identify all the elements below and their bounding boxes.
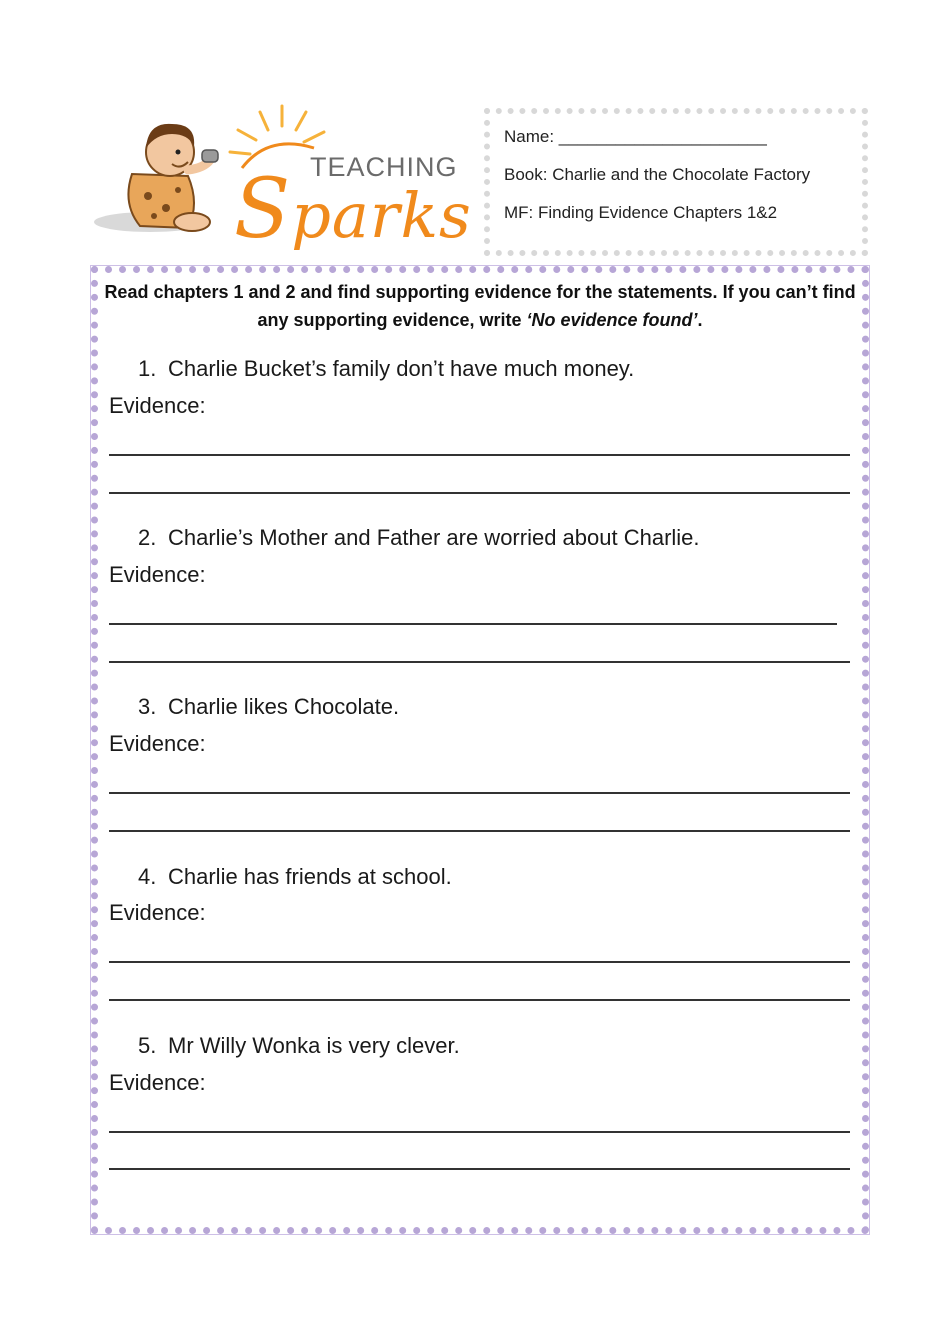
question-number: 1. (138, 356, 157, 381)
mf-title: MF: Finding Evidence Chapters 1&2 (504, 203, 778, 222)
answer-line-5a[interactable] (109, 1131, 850, 1133)
answer-line-4a[interactable] (109, 961, 850, 963)
evidence-label-2: Evidence: (109, 562, 206, 587)
question-text: Charlie likes Chocolate. (168, 694, 400, 719)
answer-line-1b[interactable] (109, 492, 850, 494)
question-1 (138, 356, 634, 382)
question-5 (138, 1033, 460, 1059)
question-text: Mr Willy Wonka is very clever. (168, 1033, 460, 1058)
question-2 (138, 525, 700, 551)
instructions-end: . (697, 310, 703, 330)
logo-sparks-rest: parks (291, 179, 472, 252)
instructions-emphasis: ‘No evidence found’ (526, 310, 698, 330)
logo-teaching-text: TEACHING (310, 152, 458, 182)
question-number: 3. (138, 694, 157, 719)
answer-line-1a[interactable] (109, 454, 850, 456)
answer-line-2a[interactable] (109, 623, 837, 625)
question-4 (138, 864, 452, 890)
logo-sparks-text (234, 162, 472, 257)
answer-line-3a[interactable] (109, 792, 850, 794)
question-text: Charlie’s Mother and Father are worried about Charlie. (168, 525, 700, 550)
answer-line-2b[interactable] (109, 661, 850, 663)
answer-line-5b[interactable] (109, 1168, 850, 1170)
question-number: 5. (138, 1033, 157, 1058)
evidence-label-4: Evidence: (109, 900, 206, 925)
student-info-box (484, 108, 868, 256)
evidence-label-5: Evidence: (109, 1070, 206, 1095)
instructions (100, 278, 860, 334)
evidence-label-1: Evidence: (109, 393, 206, 418)
question-3 (138, 694, 399, 720)
question-text: Charlie has friends at school. (168, 864, 452, 889)
answer-line-3b[interactable] (109, 830, 850, 832)
question-number: 4. (138, 864, 157, 889)
answer-line-4b[interactable] (109, 999, 850, 1001)
teaching-sparks-logo (92, 104, 472, 257)
question-text: Charlie Bucket’s family don’t have much money. (168, 356, 635, 381)
evidence-label-3: Evidence: (109, 731, 206, 756)
question-number: 2. (138, 525, 157, 550)
book-title: Book: Charlie and the Chocolate Factory (504, 165, 811, 184)
logo-sparks-initial: S (234, 162, 292, 257)
name-field[interactable]: Name: ______________________ (504, 127, 767, 146)
worksheet-frame (91, 266, 869, 1234)
instructions-text: Read chapters 1 and 2 and find supporting evidence for the statements. If you can’t find any supporting evidence, write (104, 282, 856, 330)
